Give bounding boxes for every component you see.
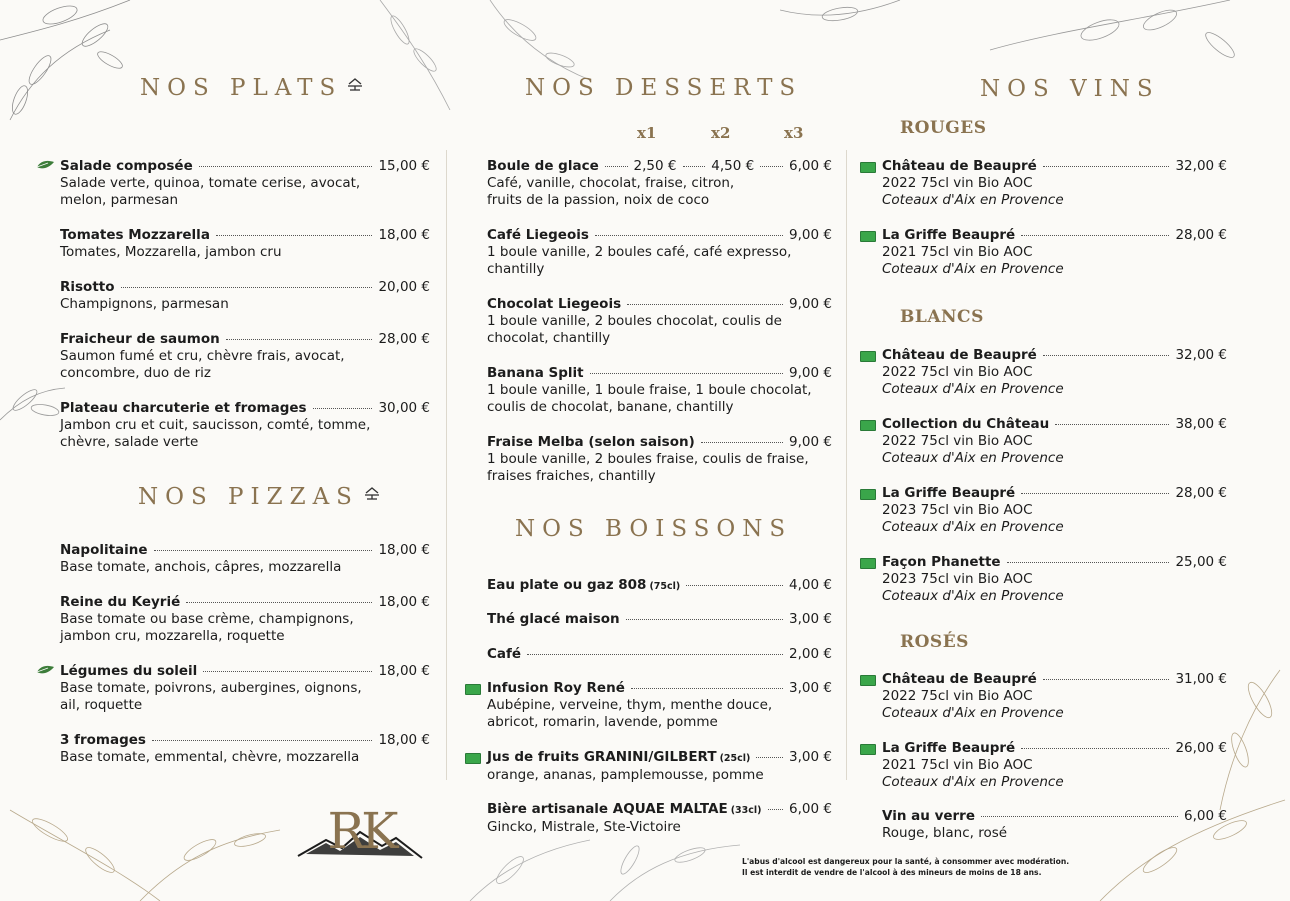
organic-badge-icon bbox=[860, 744, 876, 755]
item-price: 6,00 € bbox=[1184, 808, 1227, 824]
leader-dots bbox=[216, 235, 373, 236]
item-name: La Griffe Beaupré bbox=[882, 740, 1016, 756]
item-price: 20,00 € bbox=[378, 279, 430, 295]
disclaimer-line-1: L'abus d'alcool est dangereux pour la santé, à consommer avec modération. bbox=[742, 857, 1070, 866]
item-name: Bière artisanale AQUAE MALTAE bbox=[487, 801, 728, 817]
item-name: Thé glacé maison bbox=[487, 611, 620, 627]
item-price: 9,00 € bbox=[789, 296, 832, 312]
item-description: concombre, duo de riz bbox=[60, 365, 212, 381]
item-description: Base tomate, poivrons, aubergines, oignons, bbox=[60, 680, 362, 696]
item-appellation: Coteaux d'Aix en Provence bbox=[882, 774, 1064, 790]
item-name: La Griffe Beaupré bbox=[882, 485, 1016, 501]
item-name: Café Liegeois bbox=[487, 227, 589, 243]
item-price: 18,00 € bbox=[378, 732, 430, 748]
organic-badge-icon bbox=[860, 162, 876, 173]
item-vintage: 2023 75cl vin Bio AOC bbox=[882, 502, 1033, 518]
item-name: 3 fromages bbox=[60, 732, 146, 748]
item-name: Collection du Château bbox=[882, 416, 1050, 432]
item-description: 1 boule vanille, 2 boules café, café expresso, bbox=[487, 244, 792, 260]
leader-dots bbox=[1021, 748, 1169, 749]
pizza-tag-icon bbox=[346, 77, 364, 93]
menu-item-vin bbox=[882, 554, 1227, 605]
item-name: Légumes du soleil bbox=[60, 663, 198, 679]
section-title-vins: NOS VINS bbox=[980, 76, 1160, 102]
menu-item-vin bbox=[882, 347, 1227, 398]
item-appellation: Coteaux d'Aix en Provence bbox=[882, 192, 1064, 208]
item-price: 25,00 € bbox=[1175, 554, 1227, 570]
item-vintage: 2023 75cl vin Bio AOC bbox=[882, 571, 1033, 587]
menu-item-pizza bbox=[60, 594, 430, 645]
leader-dots bbox=[686, 585, 783, 586]
leader-dots bbox=[626, 619, 783, 620]
leader-dots bbox=[683, 166, 706, 167]
item-description: Tomates, Mozzarella, jambon cru bbox=[60, 244, 282, 260]
section-title-plats bbox=[140, 75, 364, 101]
qty-header-x3: x3 bbox=[784, 124, 804, 142]
vegetarian-leaf-icon bbox=[36, 664, 56, 676]
pizza-tag-icon bbox=[363, 486, 381, 502]
menu-item-pizza bbox=[60, 732, 430, 766]
item-price: 6,00 € bbox=[789, 801, 832, 817]
item-price: 2,00 € bbox=[789, 646, 832, 662]
olive-branch-bottom-left-decoration bbox=[0, 790, 290, 901]
item-name: Tomates Mozzarella bbox=[60, 227, 210, 243]
item-description: Jambon cru et cuit, saucisson, comté, tomme, bbox=[60, 417, 371, 433]
item-description: coulis de chocolat, banane, chantilly bbox=[487, 399, 734, 415]
item-price: 28,00 € bbox=[1175, 227, 1227, 243]
leader-dots bbox=[1055, 424, 1169, 425]
item-price: 18,00 € bbox=[378, 542, 430, 558]
menu-item-plat bbox=[60, 400, 430, 451]
organic-badge-icon bbox=[465, 753, 481, 764]
item-description: Base tomate, anchois, câpres, mozzarella bbox=[60, 559, 342, 575]
item-price: 28,00 € bbox=[1175, 485, 1227, 501]
item-name: La Griffe Beaupré bbox=[882, 227, 1016, 243]
menu-item-vin bbox=[882, 158, 1227, 209]
item-description: chantilly bbox=[487, 261, 545, 277]
item-price-x3: 6,00 € bbox=[789, 158, 832, 174]
leader-dots bbox=[199, 166, 373, 167]
menu-item-boisson bbox=[487, 749, 832, 784]
item-name: Boule de glace bbox=[487, 158, 599, 174]
menu-item-plat bbox=[60, 331, 430, 382]
leader-dots bbox=[154, 550, 373, 551]
leader-dots bbox=[152, 740, 373, 741]
leader-dots bbox=[981, 816, 1178, 817]
leader-dots bbox=[590, 373, 783, 374]
leader-dots bbox=[186, 602, 372, 603]
olive-branch-top-right-decoration bbox=[780, 0, 1290, 80]
item-description: Salade verte, quinoa, tomate cerise, avocat, bbox=[60, 175, 361, 191]
item-description: chèvre, salade verte bbox=[60, 434, 199, 450]
item-appellation: Coteaux d'Aix en Provence bbox=[882, 450, 1064, 466]
section-title-boissons: NOS BOISSONS bbox=[515, 516, 793, 542]
leader-dots bbox=[527, 654, 783, 655]
leader-dots bbox=[768, 809, 784, 810]
subsection-title-roses: ROSÉS bbox=[900, 632, 969, 652]
item-price-x1: 2,50 € bbox=[633, 158, 677, 174]
leader-dots bbox=[756, 757, 783, 758]
item-description: Saumon fumé et cru, chèvre frais, avocat, bbox=[60, 348, 345, 364]
column-divider-right bbox=[846, 150, 847, 780]
item-size: (33cl) bbox=[730, 805, 762, 816]
item-price: 9,00 € bbox=[789, 365, 832, 381]
item-name: Château de Beaupré bbox=[882, 347, 1037, 363]
item-price: 9,00 € bbox=[789, 434, 832, 450]
leader-dots bbox=[701, 442, 783, 443]
leader-dots bbox=[631, 688, 783, 689]
menu-item-dessert bbox=[487, 227, 832, 278]
column-divider-left bbox=[446, 150, 447, 780]
organic-badge-icon bbox=[860, 558, 876, 569]
item-description: ail, roquette bbox=[60, 697, 143, 713]
item-price: 18,00 € bbox=[378, 594, 430, 610]
item-vintage: 2021 75cl vin Bio AOC bbox=[882, 244, 1033, 260]
plats-title-text: NOS PLATS bbox=[140, 75, 343, 101]
item-name: Château de Beaupré bbox=[882, 671, 1037, 687]
item-price: 4,00 € bbox=[789, 577, 832, 593]
item-description: chocolat, chantilly bbox=[487, 330, 611, 346]
organic-badge-icon bbox=[465, 684, 481, 695]
leader-dots bbox=[203, 671, 372, 672]
menu-item-plat bbox=[60, 279, 430, 313]
leader-dots bbox=[121, 287, 373, 288]
leader-dots bbox=[1021, 235, 1169, 236]
item-description: Gincko, Mistrale, Ste-Victoire bbox=[487, 819, 681, 835]
menu-item-vin bbox=[882, 671, 1227, 722]
item-price: 18,00 € bbox=[378, 663, 430, 679]
item-size: (25cl) bbox=[719, 753, 751, 764]
qty-header-x2: x2 bbox=[711, 124, 731, 142]
leader-dots bbox=[1043, 355, 1170, 356]
organic-badge-icon bbox=[860, 420, 876, 431]
item-appellation: Coteaux d'Aix en Provence bbox=[882, 519, 1064, 535]
item-price: 3,00 € bbox=[789, 749, 832, 765]
item-price: 32,00 € bbox=[1175, 347, 1227, 363]
item-size: (75cl) bbox=[649, 581, 681, 592]
menu-item-vin bbox=[882, 227, 1227, 278]
menu-item-boisson bbox=[487, 680, 832, 731]
item-vintage: 2022 75cl vin Bio AOC bbox=[882, 688, 1033, 704]
menu-item-plat bbox=[60, 227, 430, 261]
item-price: 32,00 € bbox=[1175, 158, 1227, 174]
disclaimer-line-2: Il est interdit de vendre de l'alcool à des mineurs de moins de 18 ans. bbox=[742, 868, 1042, 877]
item-name: Plateau charcuterie et fromages bbox=[60, 400, 307, 416]
item-price: 38,00 € bbox=[1175, 416, 1227, 432]
leader-dots bbox=[313, 408, 373, 409]
qty-header-x1: x1 bbox=[637, 124, 657, 142]
item-price: 3,00 € bbox=[789, 680, 832, 696]
item-description: Champignons, parmesan bbox=[60, 296, 229, 312]
menu-item-vin bbox=[882, 485, 1227, 536]
item-price: 3,00 € bbox=[789, 611, 832, 627]
organic-badge-icon bbox=[860, 351, 876, 362]
item-description: 1 boule vanille, 1 boule fraise, 1 boule chocolat, bbox=[487, 382, 812, 398]
menu-item-dessert bbox=[487, 434, 832, 485]
olive-branch-top-left-decoration bbox=[0, 0, 160, 140]
item-name: Reine du Keyrié bbox=[60, 594, 181, 610]
item-price: 28,00 € bbox=[378, 331, 430, 347]
item-name: Vin au verre bbox=[882, 808, 975, 824]
item-description: 1 boule vanille, 2 boules chocolat, coulis de bbox=[487, 313, 782, 329]
menu-item-dessert bbox=[487, 158, 832, 209]
item-name: Salade composée bbox=[60, 158, 193, 174]
item-name: Eau plate ou gaz 808 bbox=[487, 577, 647, 593]
item-description: fraises fraiches, chantilly bbox=[487, 468, 656, 484]
logo-text: RK bbox=[327, 802, 395, 860]
item-description: Aubépine, verveine, thym, menthe douce, bbox=[487, 697, 773, 713]
section-title-desserts: NOS DESSERTS bbox=[525, 75, 803, 101]
leader-dots bbox=[760, 166, 783, 167]
organic-badge-icon bbox=[860, 489, 876, 500]
item-description: abricot, romarin, lavende, pomme bbox=[487, 714, 718, 730]
item-price-x2: 4,50 € bbox=[711, 158, 755, 174]
item-name: Façon Phanette bbox=[882, 554, 1001, 570]
item-description: Rouge, blanc, rosé bbox=[882, 825, 1008, 841]
menu-item-pizza bbox=[60, 542, 430, 576]
menu-item-vin-au-verre bbox=[882, 808, 1227, 842]
item-name: Fraicheur de saumon bbox=[60, 331, 220, 347]
item-vintage: 2021 75cl vin Bio AOC bbox=[882, 757, 1033, 773]
item-description: 1 boule vanille, 2 boules fraise, coulis de fraise, bbox=[487, 451, 809, 467]
menu-item-vin bbox=[882, 740, 1227, 791]
item-name: Risotto bbox=[60, 279, 115, 295]
item-name: Infusion Roy René bbox=[487, 680, 625, 696]
item-description: orange, ananas, pamplemousse, pomme bbox=[487, 767, 764, 783]
item-vintage: 2022 75cl vin Bio AOC bbox=[882, 175, 1033, 191]
organic-badge-icon bbox=[860, 231, 876, 242]
item-name: Chocolat Liegeois bbox=[487, 296, 622, 312]
item-name: Fraise Melba (selon saison) bbox=[487, 434, 695, 450]
item-description: melon, parmesan bbox=[60, 192, 179, 208]
menu-item-dessert bbox=[487, 365, 832, 416]
restaurant-logo bbox=[296, 802, 426, 874]
menu-item-boisson bbox=[487, 611, 832, 628]
leader-dots bbox=[1021, 493, 1169, 494]
item-price: 26,00 € bbox=[1175, 740, 1227, 756]
leader-dots bbox=[1043, 166, 1170, 167]
item-vintage: 2022 75cl vin Bio AOC bbox=[882, 364, 1033, 380]
item-description: jambon cru, mozzarella, roquette bbox=[60, 628, 285, 644]
item-description: fruits de la passion, noix de coco bbox=[487, 192, 710, 208]
item-appellation: Coteaux d'Aix en Provence bbox=[882, 705, 1064, 721]
item-price: 15,00 € bbox=[378, 158, 430, 174]
item-name: Café bbox=[487, 646, 522, 662]
item-price: 31,00 € bbox=[1175, 671, 1227, 687]
item-name: Banana Split bbox=[487, 365, 584, 381]
item-description: Base tomate, emmental, chèvre, mozzarella bbox=[60, 749, 360, 765]
leader-dots bbox=[605, 166, 628, 167]
menu-item-plat bbox=[60, 158, 430, 209]
item-appellation: Coteaux d'Aix en Provence bbox=[882, 381, 1064, 397]
alcohol-disclaimer bbox=[742, 856, 1069, 878]
menu-item-boisson bbox=[487, 577, 832, 595]
item-price: 18,00 € bbox=[378, 227, 430, 243]
item-name: Château de Beaupré bbox=[882, 158, 1037, 174]
leader-dots bbox=[595, 235, 783, 236]
section-title-pizzas bbox=[138, 484, 381, 510]
item-vintage: 2022 75cl vin Bio AOC bbox=[882, 433, 1033, 449]
item-name: Jus de fruits GRANINI/GILBERT bbox=[487, 749, 717, 765]
item-appellation: Coteaux d'Aix en Provence bbox=[882, 588, 1064, 604]
leader-dots bbox=[627, 304, 783, 305]
menu-item-boisson bbox=[487, 801, 832, 836]
pizzas-title-text: NOS PIZZAS bbox=[138, 484, 359, 510]
subsection-title-blancs: BLANCS bbox=[900, 307, 984, 327]
leader-dots bbox=[1007, 562, 1170, 563]
organic-badge-icon bbox=[860, 675, 876, 686]
item-appellation: Coteaux d'Aix en Provence bbox=[882, 261, 1064, 277]
item-name: Napolitaine bbox=[60, 542, 148, 558]
menu-item-boisson bbox=[487, 646, 832, 663]
item-description: Café, vanille, chocolat, fraise, citron, bbox=[487, 175, 735, 191]
item-description: Base tomate ou base crème, champignons, bbox=[60, 611, 354, 627]
vegetarian-leaf-icon bbox=[36, 159, 56, 171]
item-price: 9,00 € bbox=[789, 227, 832, 243]
subsection-title-rouges: ROUGES bbox=[900, 118, 987, 138]
item-price: 30,00 € bbox=[378, 400, 430, 416]
menu-item-vin bbox=[882, 416, 1227, 467]
leader-dots bbox=[1043, 679, 1170, 680]
menu-item-dessert bbox=[487, 296, 832, 347]
leader-dots bbox=[226, 339, 373, 340]
menu-item-pizza bbox=[60, 663, 430, 714]
